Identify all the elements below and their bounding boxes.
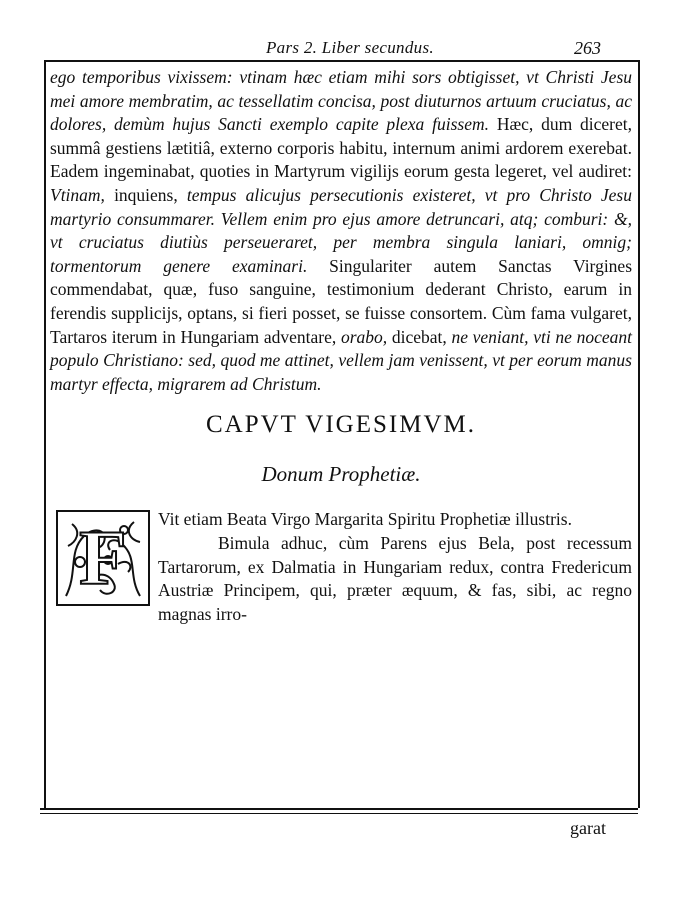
quote-text: ego temporibus vixissem: vtinam hæc etiam mihi sors obtigisset, vt Christi Jesu mei amore membratim, ac tessellatim concisa, post diuturnos artuum cruciatus, ac dolores, demùm hujus Sancti exemplo capite plexa fuissem. [50, 67, 632, 135]
continued-paragraph [50, 66, 632, 396]
bottom-rule [40, 808, 638, 810]
quote-text: Vtinam, [50, 184, 105, 205]
quote-text: tempus alicujus persecutionis existeret, vt pro Christo Jesu martyrio consummarer. Vellem enim pro ejus amore detruncari, atq; comburi: &, vt cruciatus diutiùs perseueraret, per membra singula laniari, omnig; tormentorum genere examinari. [50, 184, 632, 276]
chapter-subheading: Donum Prophetiæ. [261, 462, 421, 487]
running-head-title: Pars 2. Liber secundus. [266, 38, 434, 57]
chapter-heading: CAPVT VIGESIMVM. [205, 411, 476, 439]
body-text: inquiens, [104, 184, 187, 205]
chapter-paragraph-2: Bimula adhuc, cùm Parens ejus Bela, post recessum Tartarorum, ex Dalmatia in Hungariam redux, contra Fredericum Austriæ Principem, qui, præter æquum, & fas, sibi, ac regno magnas irro- [158, 532, 632, 624]
body-text: dicebat, [387, 326, 452, 347]
catchword: garat [570, 818, 606, 838]
decorated-initial [56, 510, 150, 606]
bottom-rule-thin [40, 813, 638, 814]
initial-letter: F [79, 514, 127, 602]
body-text: Singulariter autem Sanctas Virgines commendabat, quæ, fuso sanguine, testimonium dederant Christo, earum in ferendis supplicijs, optans, si fieri posset, se fuisse consortem. Cùm fama vulgaret, Tartaros iterum in Hungariam adventare, [50, 255, 633, 347]
chapter-paragraph-1: Vit etiam Beata Virgo Margarita Spiritu Prophetiæ illustris. [158, 509, 572, 530]
body-text: Hæc, dum diceret, summâ gestiens lætitiâ, externo corporis habitu, internum animi ardorem exerebat. Eadem ingeminabat, quoties in Martyrum vigilijs eorum gesta legeret, vel audiret: [50, 114, 632, 182]
page-number: 263 [574, 38, 601, 58]
page-body [50, 66, 632, 626]
quote-text: orabo, [340, 326, 388, 347]
chapter-text [50, 508, 632, 626]
quote-text: ne veniant, vti ne noceant populo Christiano: sed, quod me attinet, vellem jam venissent, vt per eorum manus martyr effecta, migrarem ad Christum. [50, 326, 633, 394]
running-head [0, 38, 694, 60]
